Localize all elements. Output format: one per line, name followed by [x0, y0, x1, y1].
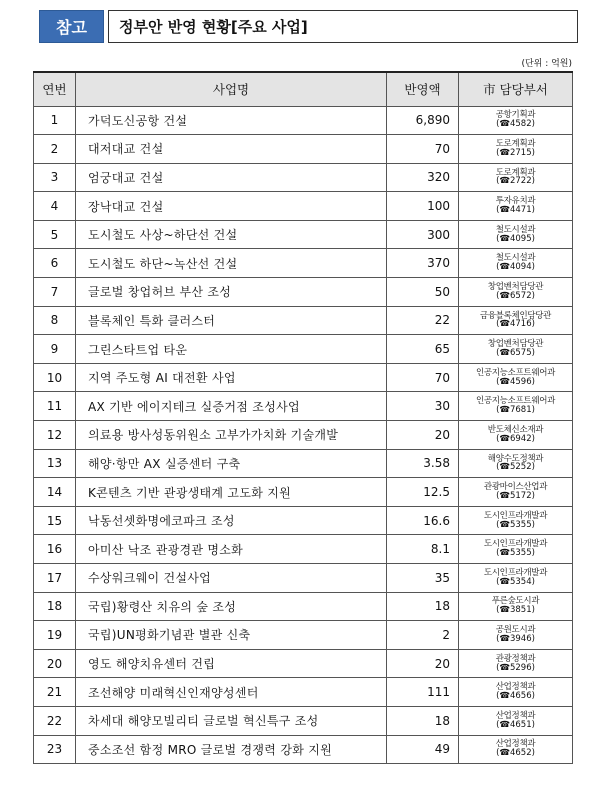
budget-amount: 50	[387, 278, 459, 307]
table-row	[34, 163, 573, 192]
table-row	[34, 506, 573, 535]
budget-amount: 70	[387, 363, 459, 392]
table-row	[34, 249, 573, 278]
budget-amount: 22	[387, 306, 459, 335]
department-name: 산업정책과	[495, 682, 536, 693]
department-name: 관광마이스산업과	[483, 482, 548, 493]
row-number: 2	[34, 135, 76, 164]
budget-amount: 6,890	[387, 106, 459, 135]
table-row	[34, 421, 573, 450]
column-header-dept: 市 담당부서	[459, 72, 573, 106]
table-row	[34, 678, 573, 707]
department-phone: (☎5354)	[496, 576, 535, 587]
table-row	[34, 220, 573, 249]
department-name: 투자유치과	[495, 196, 536, 207]
department-phone: (☎6572)	[496, 290, 535, 301]
row-number: 21	[34, 678, 76, 707]
reference-badge: 참고	[39, 10, 104, 43]
project-name: 도시철도 하단~녹산선 건설	[76, 249, 387, 278]
department-cell	[459, 506, 573, 535]
department-cell	[459, 564, 573, 593]
department-cell	[459, 535, 573, 564]
department-name: 도시인프라개발과	[483, 539, 548, 550]
project-name: 그린스타트업 타운	[76, 335, 387, 364]
department-cell	[459, 106, 573, 135]
department-name: 인공지능소프트웨어과	[475, 367, 556, 378]
budget-amount: 16.6	[387, 506, 459, 535]
table-row	[34, 592, 573, 621]
department-cell	[459, 363, 573, 392]
row-number: 6	[34, 249, 76, 278]
department-name: 금융블록체인담당관	[479, 310, 552, 321]
table-row	[34, 392, 573, 421]
table-row	[34, 192, 573, 221]
department-name: 도시인프라개발과	[483, 510, 548, 521]
table-row	[34, 363, 573, 392]
budget-amount: 18	[387, 706, 459, 735]
project-name: 글로벌 창업허브 부산 조성	[76, 278, 387, 307]
budget-amount: 370	[387, 249, 459, 278]
projects-table	[33, 71, 573, 764]
department-cell	[459, 649, 573, 678]
department-phone: (☎5252)	[496, 462, 535, 473]
row-number: 5	[34, 220, 76, 249]
department-phone: (☎6575)	[496, 348, 535, 359]
department-name: 공원도시과	[495, 625, 536, 636]
table-row	[34, 278, 573, 307]
department-name: 도로계획과	[495, 167, 536, 178]
department-name: 반도체신소재과	[487, 424, 544, 435]
department-name: 도시인프라개발과	[483, 567, 548, 578]
project-name: 가덕도신공항 건설	[76, 106, 387, 135]
row-number: 22	[34, 706, 76, 735]
budget-amount: 65	[387, 335, 459, 364]
project-name: 낙동선셋화명에코파크 조성	[76, 506, 387, 535]
budget-amount: 30	[387, 392, 459, 421]
row-number: 12	[34, 421, 76, 450]
column-header-amount: 반영액	[387, 72, 459, 106]
department-cell	[459, 192, 573, 221]
table-row	[34, 306, 573, 335]
budget-amount: 18	[387, 592, 459, 621]
project-name: 중소조선 함정 MRO 글로벌 경쟁력 강화 지원	[76, 735, 387, 764]
title-bar	[39, 10, 578, 43]
row-number: 9	[34, 335, 76, 364]
department-cell	[459, 249, 573, 278]
row-number: 11	[34, 392, 76, 421]
row-number: 15	[34, 506, 76, 535]
budget-amount: 111	[387, 678, 459, 707]
budget-amount: 20	[387, 649, 459, 678]
row-number: 3	[34, 163, 76, 192]
project-name: 대저대교 건설	[76, 135, 387, 164]
department-cell	[459, 306, 573, 335]
department-phone: (☎4094)	[496, 262, 535, 273]
budget-amount: 70	[387, 135, 459, 164]
project-name: 영도 해양치유센터 건립	[76, 649, 387, 678]
department-name: 공항기획과	[495, 110, 536, 121]
department-cell	[459, 678, 573, 707]
department-cell	[459, 621, 573, 650]
table-header-row	[34, 72, 573, 106]
budget-amount: 100	[387, 192, 459, 221]
project-name: 지역 주도형 AI 대전환 사업	[76, 363, 387, 392]
project-name: K콘텐츠 기반 관광생태계 고도화 지원	[76, 478, 387, 507]
department-name: 철도시설과	[495, 253, 536, 264]
row-number: 23	[34, 735, 76, 764]
department-name: 관광정책과	[495, 653, 536, 664]
department-cell	[459, 706, 573, 735]
table-row	[34, 135, 573, 164]
project-name: 해양·항만 AX 실증센터 구축	[76, 449, 387, 478]
department-phone: (☎4095)	[496, 233, 535, 244]
table-row	[34, 106, 573, 135]
row-number: 10	[34, 363, 76, 392]
department-name: 산업정책과	[495, 710, 536, 721]
project-name: 장낙대교 건설	[76, 192, 387, 221]
row-number: 18	[34, 592, 76, 621]
budget-amount: 320	[387, 163, 459, 192]
department-cell	[459, 135, 573, 164]
budget-amount: 49	[387, 735, 459, 764]
department-cell	[459, 163, 573, 192]
department-cell	[459, 392, 573, 421]
project-name: 아미산 낙조 관광경관 명소화	[76, 535, 387, 564]
department-name: 산업정책과	[495, 739, 536, 750]
project-name: 국립)황령산 치유의 숲 조성	[76, 592, 387, 621]
table-row	[34, 335, 573, 364]
row-number: 8	[34, 306, 76, 335]
department-cell	[459, 335, 573, 364]
table-row	[34, 535, 573, 564]
row-number: 17	[34, 564, 76, 593]
project-name: AX 기반 에이지테크 실증거점 조성사업	[76, 392, 387, 421]
department-phone: (☎5172)	[496, 491, 535, 502]
column-header-project: 사업명	[76, 72, 387, 106]
budget-amount: 3.58	[387, 449, 459, 478]
department-name: 인공지능소프트웨어과	[475, 396, 556, 407]
project-name: 의료용 방사성동위원소 고부가가치화 기술개발	[76, 421, 387, 450]
department-phone: (☎2722)	[496, 176, 535, 187]
row-number: 16	[34, 535, 76, 564]
department-cell	[459, 278, 573, 307]
budget-amount: 35	[387, 564, 459, 593]
table-row	[34, 735, 573, 764]
project-name: 엄궁대교 건설	[76, 163, 387, 192]
table-row	[34, 478, 573, 507]
department-phone: (☎7681)	[496, 405, 535, 416]
department-name: 철도시설과	[495, 224, 536, 235]
project-name: 조선해양 미래혁신인재양성센터	[76, 678, 387, 707]
department-phone: (☎2715)	[496, 147, 535, 158]
table-row	[34, 621, 573, 650]
department-phone: (☎6942)	[496, 433, 535, 444]
department-name: 푸른숲도시과	[491, 596, 540, 607]
table-row	[34, 449, 573, 478]
row-number: 7	[34, 278, 76, 307]
department-phone: (☎5296)	[496, 662, 535, 673]
budget-amount: 300	[387, 220, 459, 249]
department-cell	[459, 478, 573, 507]
page-title: 정부안 반영 현황[주요 사업]	[108, 10, 578, 43]
department-name: 도로계획과	[495, 138, 536, 149]
row-number: 14	[34, 478, 76, 507]
department-phone: (☎4656)	[496, 691, 535, 702]
row-number: 1	[34, 106, 76, 135]
row-number: 4	[34, 192, 76, 221]
department-phone: (☎5355)	[496, 519, 535, 530]
column-header-no: 연번	[34, 72, 76, 106]
table-row	[34, 649, 573, 678]
budget-amount: 2	[387, 621, 459, 650]
project-name: 차세대 해양모빌리티 글로벌 혁신특구 조성	[76, 706, 387, 735]
department-name: 해양수도정책과	[487, 453, 544, 464]
row-number: 13	[34, 449, 76, 478]
department-phone: (☎4471)	[496, 205, 535, 216]
department-cell	[459, 735, 573, 764]
department-phone: (☎3851)	[496, 605, 535, 616]
department-phone: (☎3946)	[496, 633, 535, 644]
budget-amount: 20	[387, 421, 459, 450]
project-name: 수상워크웨이 건설사업	[76, 564, 387, 593]
unit-note: (단위 : 억원)	[521, 59, 572, 69]
project-name: 도시철도 사상~하단선 건설	[76, 220, 387, 249]
department-phone: (☎4596)	[496, 376, 535, 387]
table-row	[34, 706, 573, 735]
department-cell	[459, 421, 573, 450]
department-name: 창업벤처담당관	[487, 281, 544, 292]
table-row	[34, 564, 573, 593]
department-cell	[459, 449, 573, 478]
budget-amount: 12.5	[387, 478, 459, 507]
budget-amount: 8.1	[387, 535, 459, 564]
project-name: 블록체인 특화 클러스터	[76, 306, 387, 335]
department-cell	[459, 592, 573, 621]
department-phone: (☎4716)	[496, 319, 535, 330]
table-body	[34, 106, 573, 764]
department-phone: (☎5355)	[496, 548, 535, 559]
department-phone: (☎4651)	[496, 719, 535, 730]
department-phone: (☎4652)	[496, 748, 535, 759]
row-number: 20	[34, 649, 76, 678]
department-phone: (☎4582)	[496, 119, 535, 130]
department-name: 창업벤처담당관	[487, 339, 544, 350]
row-number: 19	[34, 621, 76, 650]
project-name: 국립)UN평화기념관 별관 신축	[76, 621, 387, 650]
department-cell	[459, 220, 573, 249]
